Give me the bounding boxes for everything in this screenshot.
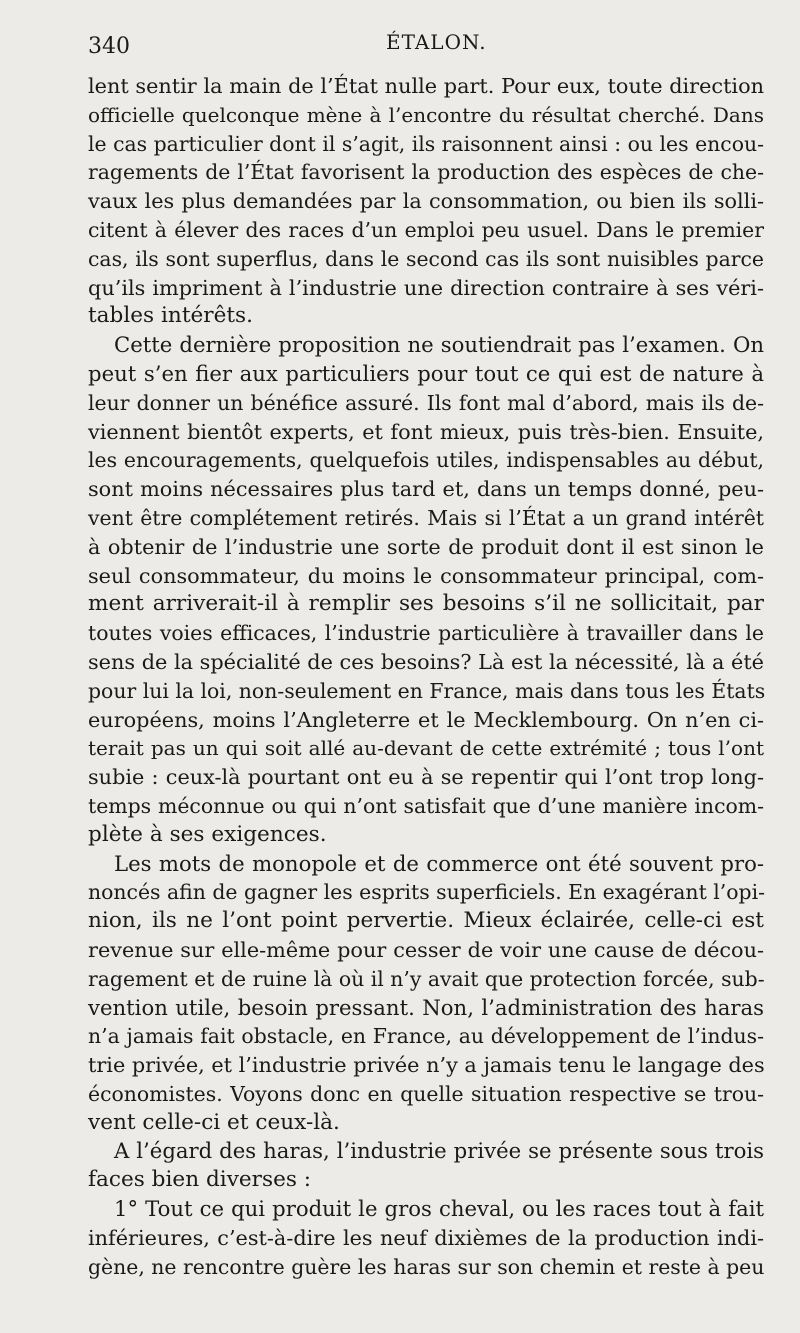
- text-line: seul consommateur, du moins le consommateur principal, com-: [88, 563, 764, 588]
- text-line: plète à ses exigences.: [88, 821, 327, 847]
- text-line: vent celle-ci et ceux-là.: [88, 1109, 340, 1135]
- text-line: sens de la spécialité de ces besoins? Là est la nécessité, là a été: [88, 649, 764, 674]
- text-line: officielle quelconque mène à l’encontre du résultat cherché. Dans: [88, 102, 764, 127]
- text-line: citent à élever des races d’un emploi peu usuel. Dans le premier: [88, 217, 764, 242]
- text-line: trie privée, et l’industrie privée n’y a jamais tenu le langage des: [88, 1053, 765, 1078]
- text-line: tables intérêts.: [88, 303, 254, 329]
- text-line: les encouragements, quelquefois utiles, indispensables au début,: [88, 448, 764, 473]
- text-line: gène, ne rencontre guère les haras sur son chemin et reste à peu: [88, 1254, 765, 1279]
- text-line: vaux les plus demandées par la consommation, ou bien ils solli-: [88, 189, 764, 214]
- text-line: faces bien diverses :: [88, 1167, 312, 1193]
- text-line: vention utile, besoin pressant. Non, l’administration des haras: [88, 994, 764, 1020]
- text-line: peut s’en fier aux particuliers pour tout ce qui est de nature à: [88, 360, 764, 386]
- text-line: terait pas un qui soit allé au-devant de cette extrémité ; tous l’ont: [88, 736, 764, 761]
- text-line: ment arriverait-il à remplir ses besoins s’il ne sollicitait, par: [88, 591, 764, 617]
- text-line: économistes. Voyons donc en quelle situation respective se trou-: [88, 1081, 764, 1106]
- text-line: à obtenir de l’industrie une sorte de produit dont il est sinon le: [88, 534, 764, 559]
- text-line: n’a jamais fait obstacle, en France, au développement de l’indus-: [88, 1024, 764, 1049]
- text-line: noncés afin de gagner les esprits superficiels. En exagérant l’opi-: [88, 880, 765, 905]
- text-line: leur donner un bénéfice assuré. Ils font mal d’abord, mais ils de-: [88, 390, 764, 415]
- text-line: sont moins nécessaires plus tard et, dans un temps donné, peu-: [88, 477, 764, 502]
- text-line: inférieures, c’est-à-dire les neuf dixièmes de la production indi-: [88, 1225, 764, 1250]
- text-line: le cas particulier dont il s’agit, ils raisonnent ainsi : ou les encou-: [88, 131, 764, 156]
- text-line: qu’ils impriment à l’industrie une direction contraire à ses véri-: [88, 275, 764, 300]
- text-line: vent être complétement retirés. Mais si l’État a un grand intérêt: [88, 505, 764, 530]
- page-number: 340: [88, 34, 130, 59]
- text-line: viennent bientôt experts, et font mieux, puis très-bien. Ensuite,: [88, 419, 764, 444]
- running-head: ÉTALON.: [386, 30, 487, 54]
- text-line: nion, ils ne l’ont point pervertie. Mieux éclairée, celle-ci est: [88, 908, 764, 934]
- text-line: temps méconnue ou qui n’ont satisfait que d’une manière incom-: [88, 793, 764, 818]
- text-line: européens, moins l’Angleterre et le Mecklembourg. On n’en ci-: [88, 707, 764, 732]
- text-line: pour lui la loi, non-seulement en France, mais dans tous les États: [88, 678, 766, 703]
- text-line: toutes voies efficaces, l’industrie particulière à travailler dans le: [88, 621, 764, 646]
- text-line: 1° Tout ce qui produit le gros cheval, ou les races tout à fait: [114, 1196, 764, 1222]
- text-line: cas, ils sont superflus, dans le second cas ils sont nuisibles parce: [88, 246, 764, 271]
- text-line: Cette dernière proposition ne soutiendrait pas l’examen. On: [114, 332, 764, 358]
- text-line: ragement et de ruine là où il n’y avait que protection forcée, sub-: [88, 966, 765, 991]
- text-line: A l’égard des haras, l’industrie privée se présente sous trois: [114, 1138, 764, 1164]
- text-line: subie : ceux-là pourtant ont eu à se repentir qui l’ont trop long-: [88, 765, 764, 790]
- body-text: [88, 72, 764, 1281]
- page-header: [88, 30, 760, 70]
- text-line: ragements de l’État favorisent la production des espèces de che-: [88, 160, 764, 185]
- text-line: lent sentir la main de l’État nulle part. Pour eux, toute direction: [88, 74, 764, 98]
- text-line: revenue sur elle-même pour cesser de voir une cause de décou-: [88, 937, 764, 962]
- text-line: Les mots de monopole et de commerce ont été souvent pro-: [114, 850, 764, 876]
